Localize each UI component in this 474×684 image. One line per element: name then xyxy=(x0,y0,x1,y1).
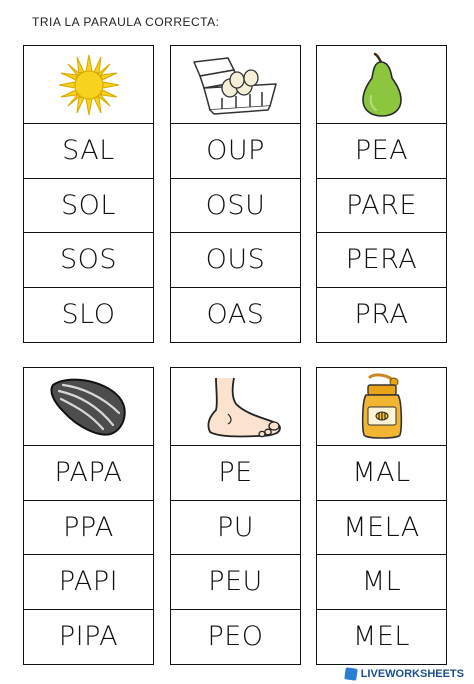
word-option[interactable]: SLO xyxy=(61,299,116,331)
word-option[interactable]: SOL xyxy=(24,179,153,234)
instruction-text: TRIA LA PARAULA CORRECTA: xyxy=(32,15,220,29)
word-option[interactable]: MEL xyxy=(353,621,410,653)
word-option[interactable]: PE xyxy=(171,446,300,501)
word-card-seed xyxy=(23,367,154,665)
picture-cell xyxy=(171,46,300,124)
word-option[interactable]: SAL xyxy=(24,124,153,179)
word-option[interactable]: PERA xyxy=(317,233,446,288)
liveworksheets-logo xyxy=(345,668,464,680)
sunflower-seed-icon xyxy=(47,375,131,439)
word-option[interactable]: PARE xyxy=(317,179,446,234)
word-option[interactable]: PAPA xyxy=(24,446,153,501)
picture-cell xyxy=(24,368,153,446)
picture-cell xyxy=(317,368,446,446)
word-option[interactable]: OUS xyxy=(171,233,300,288)
word-card-pear xyxy=(316,45,447,343)
word-option[interactable]: PEO xyxy=(207,621,264,653)
sun-icon xyxy=(57,53,121,117)
liveworksheets-logo-icon xyxy=(344,667,358,681)
foot-icon xyxy=(188,374,284,440)
word-option[interactable]: PEA xyxy=(317,124,446,179)
word-option[interactable]: PPA xyxy=(24,501,153,556)
picture-cell xyxy=(317,46,446,124)
word-option[interactable]: OAS xyxy=(206,299,265,331)
word-option[interactable]: MAL xyxy=(317,446,446,501)
word-option[interactable]: OSU xyxy=(171,179,300,234)
word-card-eggs xyxy=(170,45,301,343)
word-option[interactable]: PU xyxy=(171,501,300,556)
egg-carton-icon xyxy=(188,54,284,116)
word-card-honey xyxy=(316,367,447,665)
honey-jar-icon xyxy=(356,373,408,441)
word-option[interactable]: PAPI xyxy=(24,555,153,610)
word-option[interactable]: PEU xyxy=(171,555,300,610)
liveworksheets-logo-text: LIVEWORKSHEETS xyxy=(360,668,464,680)
picture-cell xyxy=(171,368,300,446)
picture-cell xyxy=(24,46,153,124)
pear-icon xyxy=(357,52,407,118)
word-option[interactable]: PIPA xyxy=(58,621,119,653)
word-option[interactable]: MELA xyxy=(317,501,446,556)
word-card-foot xyxy=(170,367,301,665)
word-card-sun xyxy=(23,45,154,343)
word-option[interactable]: PRA xyxy=(354,299,409,331)
word-option[interactable]: SOS xyxy=(24,233,153,288)
word-option[interactable]: ML xyxy=(317,555,446,610)
word-option[interactable]: OUP xyxy=(171,124,300,179)
